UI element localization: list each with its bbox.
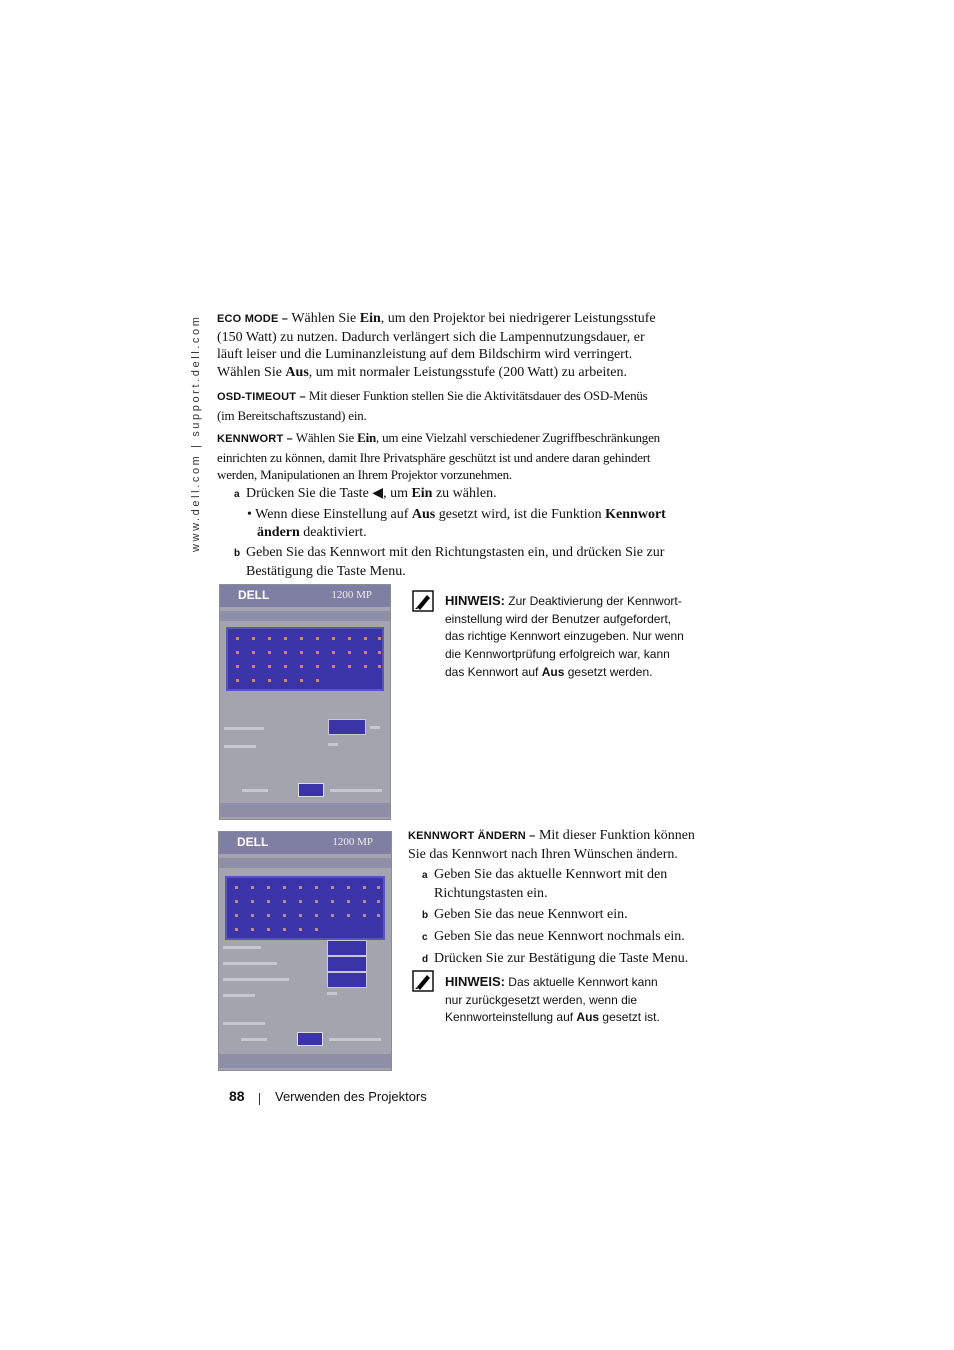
osd-kennwort-aendern-screenshot [218,831,392,1071]
kennwort-aendern-steps: a Geben Sie das aktuelle Kennwort mit den Richtungstasten ein. b Geben Sie das neue Kennwort ein. c Geben Sie das neue Kennwort nochmals ein. d Drücken Sie zur Bestätigung die Taste Menu. [422,867,689,966]
kennwort-step-a: a Drücken Sie die Taste ◀, um Ein zu wählen. [234,486,497,501]
dell-logo: DELL [238,588,270,602]
page-number: 88 [229,1088,245,1104]
note-2: HINWEIS: Das aktuelle Kennwort kann nur zurückgesetzt werden, wenn die Kennworteinstellung auf Aus gesetzt ist. [445,974,660,1025]
kennwort-aendern-heading: KENNWORT ÄNDERN – [408,830,536,842]
note-1: HINWEIS: Zur Deaktivierung der Kennwort- einstellung wird der Benutzer aufgefordert, das richtige Kennwort einzugeben. Nur wenn die Kennwortprüfung erfolgreich war, kann das Kennwort auf Aus gesetzt werden. [445,593,684,679]
model-label: 1200 MP [331,589,372,601]
eco-mode-paragraph: ECO MODE – Wählen Sie Ein, um den Projektor bei niedrigerer Leistungsstufe (150 Watt) zu nutzen. Dadurch verlängert sich die Lampennutzungsdauer, er läuft leiser und die Luminanzleistung auf dem Bildschirm wird verringert. Wählen Sie Aus, um mit normaler Leistungsstufe (200 Watt) zu arbeiten. [217,311,656,380]
dell-logo: DELL [237,835,269,849]
kennwort-paragraph: KENNWORT – Wählen Sie Ein, um eine Vielzahl verschiedener Zugriffbeschränkungen einrichten zu können, damit Ihre Privatsphäre geschützt ist und andere daran gehindert werden, Manipulationen an Ihrem Projektor vorzunehmen. [217,430,660,482]
model-label: 1200 MP [332,836,373,848]
osd-timeout-heading: OSD-TIMEOUT – [217,391,306,403]
osd-keyboard [225,876,385,940]
note-pencil-icon [412,590,434,612]
footer-divider [259,1093,260,1105]
kennwort-step-b: b Geben Sie das Kennwort mit den Richtungstasten ein, und drücken Sie zur Bestätigung die Taste Menu. [234,545,665,579]
osd-keyboard [226,627,384,691]
osd-timeout-paragraph: OSD-TIMEOUT – Mit dieser Funktion stellen Sie die Aktivitätsdauer des OSD-Menüs (im Bereitschaftszustand) ein. [217,388,648,423]
kennwort-aendern-paragraph: KENNWORT ÄNDERN – Mit dieser Funktion können Sie das Kennwort nach Ihren Wünschen ändern. [408,828,695,862]
footer-section-title: Verwenden des Projektors [275,1089,427,1104]
note-pencil-icon [412,970,434,992]
kennwort-heading: KENNWORT – [217,433,293,445]
kennwort-bullet: • Wenn diese Einstellung auf Aus gesetzt wird, ist die Funktion Kennwort ändern deaktiviert. [247,507,666,540]
eco-mode-heading: ECO MODE – [217,313,289,325]
osd-kennwort-screenshot [219,584,391,820]
sidebar-url: www.dell.com | support.dell.com [190,314,202,552]
left-arrow-key-icon: ◀ [372,486,384,501]
